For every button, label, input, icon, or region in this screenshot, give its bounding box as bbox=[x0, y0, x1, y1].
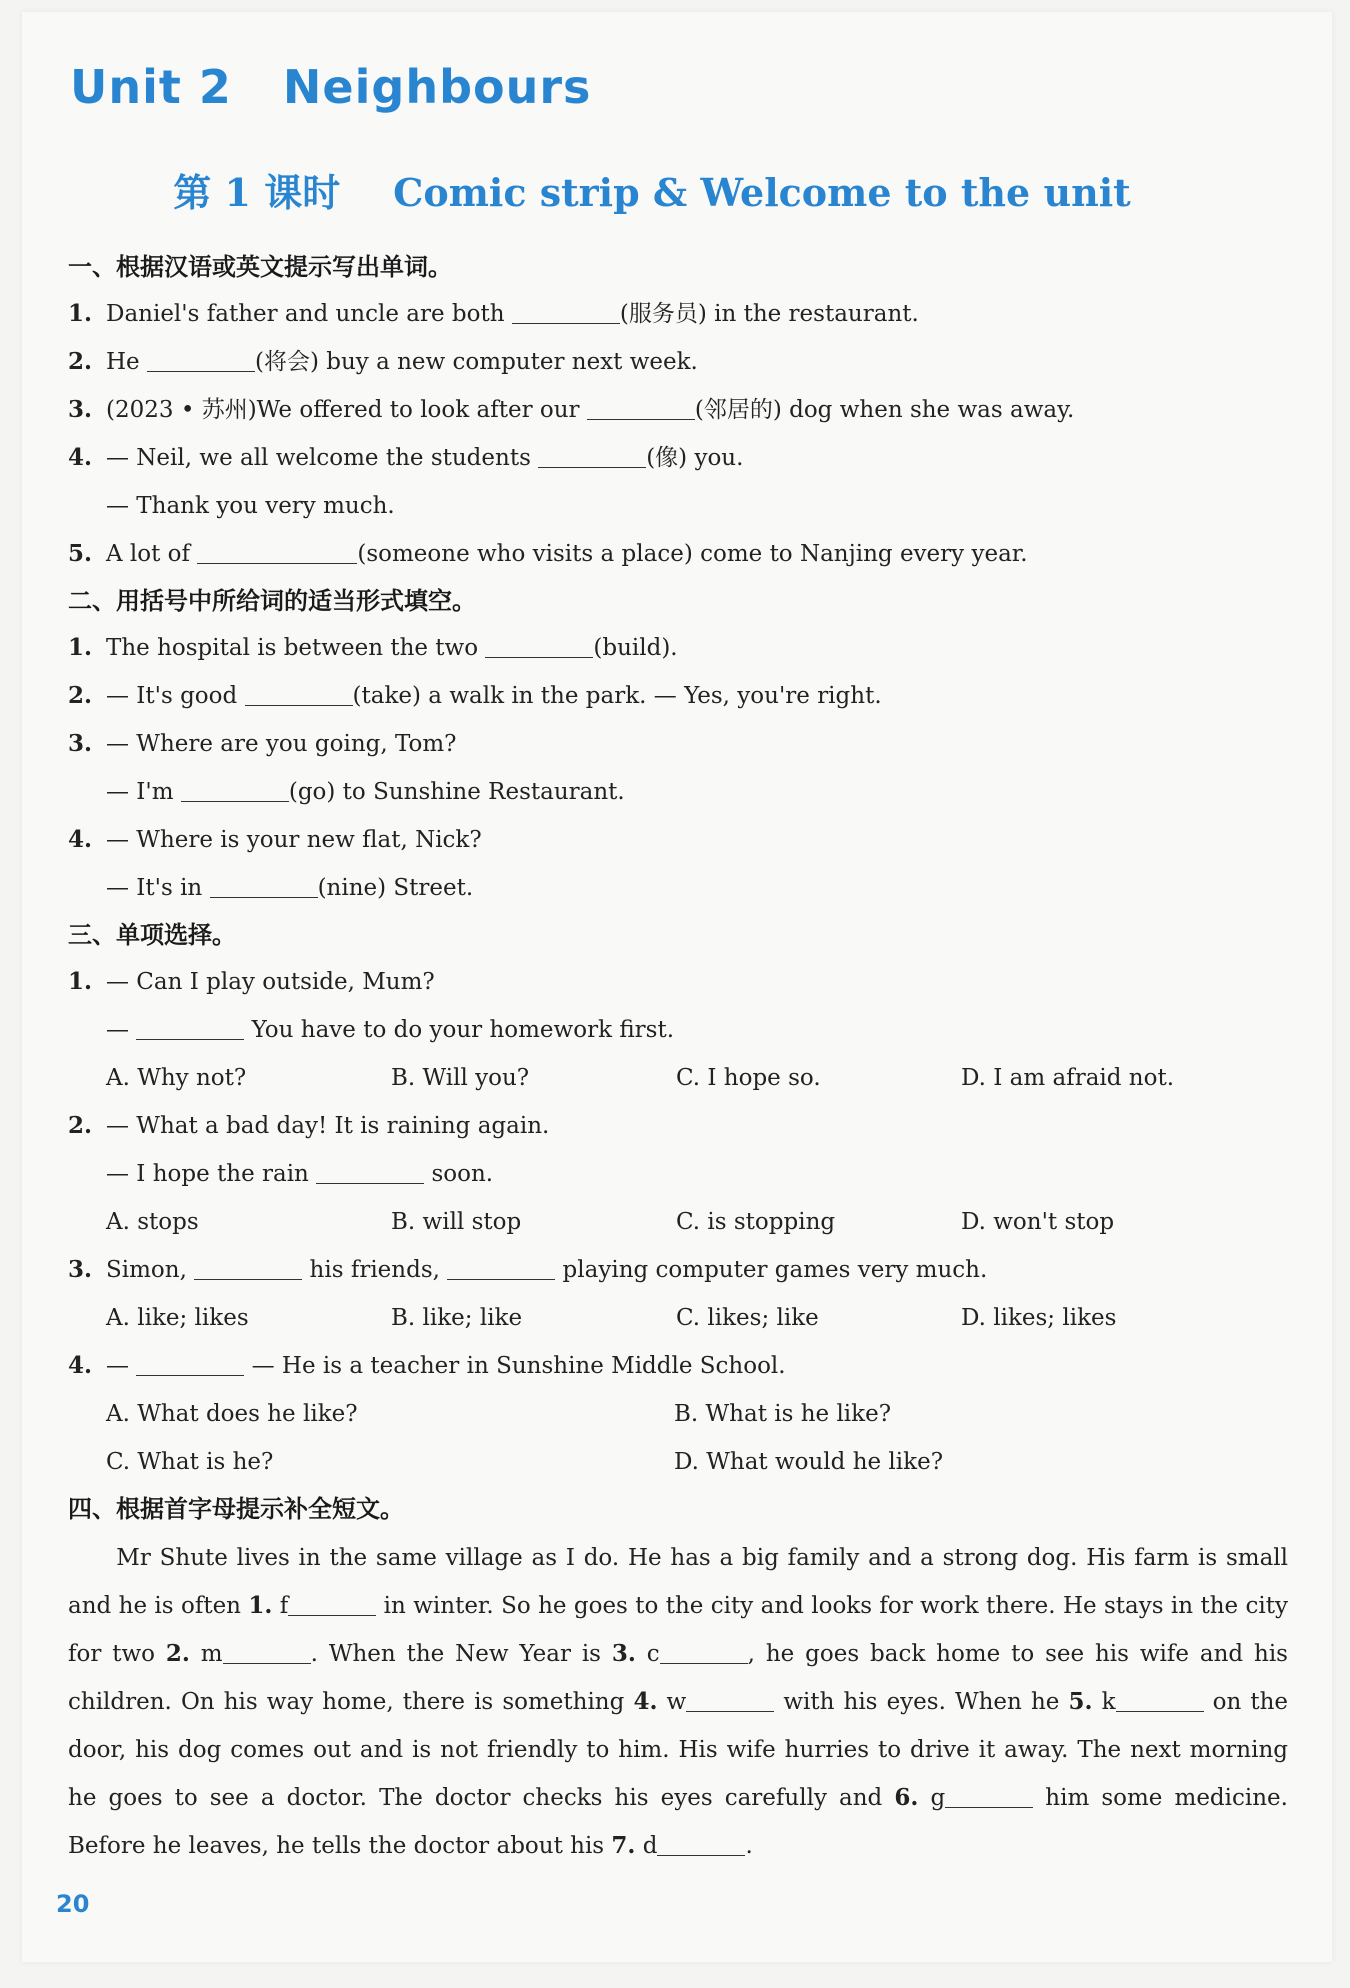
option-c[interactable]: C. What is he? bbox=[106, 1449, 274, 1475]
item-text: — He is a teacher in Sunshine Middle School. bbox=[244, 1353, 786, 1379]
item-number: 3. bbox=[68, 1256, 93, 1283]
passage-text: Mr Shute lives in the same village as I do. He has a big family and a strong dog. His farm is small and he is often bbox=[68, 1545, 1288, 1619]
s3-q4-options-row1 bbox=[68, 1390, 1288, 1438]
item-text: — Can I play outside, Mum? bbox=[106, 969, 435, 995]
item-text: (someone who visits a place) come to Nanjing every year. bbox=[357, 541, 1028, 567]
option-d[interactable]: D. I am afraid not. bbox=[961, 1065, 1175, 1091]
passage-text: , he goes back home to see his wife and his children. On his way home, there is something bbox=[68, 1641, 1288, 1715]
item-text: — Neil, we all welcome the students bbox=[106, 445, 539, 471]
answer-blank[interactable] bbox=[657, 1854, 745, 1856]
option-d[interactable]: D. What would he like? bbox=[674, 1449, 944, 1475]
item-text: — It's good bbox=[106, 683, 245, 709]
item-text: — I'm bbox=[106, 779, 181, 805]
answer-blank[interactable] bbox=[587, 418, 695, 420]
blank-letter: m bbox=[189, 1641, 223, 1667]
blank-number: 3. bbox=[611, 1640, 636, 1667]
item-text: (go) to Sunshine Restaurant. bbox=[288, 779, 625, 805]
answer-blank[interactable] bbox=[245, 704, 353, 706]
s1-item-5 bbox=[68, 530, 1288, 578]
s1-item-3 bbox=[68, 386, 1288, 434]
passage-text: with his eyes. When he bbox=[774, 1689, 1069, 1715]
answer-blank[interactable] bbox=[147, 370, 255, 372]
answer-blank[interactable] bbox=[686, 1710, 774, 1712]
page-number: 20 bbox=[56, 1890, 90, 1918]
item-text: (服务员) in the restaurant. bbox=[619, 301, 919, 327]
option-a[interactable]: A. like; likes bbox=[106, 1305, 249, 1331]
option-c[interactable]: C. is stopping bbox=[676, 1209, 836, 1235]
option-b[interactable]: B. will stop bbox=[391, 1209, 522, 1235]
unit-title: Unit 2 Neighbours bbox=[70, 60, 592, 114]
item-number: 3. bbox=[68, 730, 93, 757]
option-b[interactable]: B. like; like bbox=[391, 1305, 523, 1331]
item-number: 4. bbox=[68, 1352, 93, 1379]
s3-q2-options bbox=[68, 1198, 1288, 1246]
option-d[interactable]: D. won't stop bbox=[961, 1209, 1115, 1235]
blank-number: 4. bbox=[633, 1688, 658, 1715]
section-2-heading: 二、用括号中所给词的适当形式填空。 bbox=[68, 587, 476, 615]
answer-blank[interactable] bbox=[512, 322, 620, 324]
item-text: (take) a walk in the park. — Yes, you're right. bbox=[352, 683, 882, 709]
item-text: The hospital is between the two bbox=[106, 635, 486, 661]
s3-q1-reply bbox=[68, 1006, 1288, 1054]
option-a[interactable]: A. Why not? bbox=[106, 1065, 247, 1091]
worksheet-page bbox=[22, 12, 1332, 1962]
answer-blank[interactable] bbox=[181, 800, 289, 802]
option-b[interactable]: B. What is he like? bbox=[674, 1401, 892, 1427]
item-text: — It's in bbox=[106, 875, 210, 901]
worksheet-content bbox=[68, 244, 1288, 1870]
blank-letter: k bbox=[1092, 1689, 1116, 1715]
answer-blank[interactable] bbox=[136, 1374, 244, 1376]
item-number: 4. bbox=[68, 444, 93, 471]
answer-blank[interactable] bbox=[194, 1278, 302, 1280]
s3-q3-options bbox=[68, 1294, 1288, 1342]
s2-item-3 bbox=[68, 720, 1288, 768]
answer-blank[interactable] bbox=[223, 1662, 311, 1664]
item-text: A lot of bbox=[106, 541, 198, 567]
item-number: 1. bbox=[68, 968, 93, 995]
s3-q2 bbox=[68, 1102, 1288, 1150]
s3-q1 bbox=[68, 958, 1288, 1006]
item-number: 5. bbox=[68, 540, 93, 567]
item-number: 1. bbox=[68, 300, 93, 327]
blank-number: 2. bbox=[165, 1640, 190, 1667]
passage-text: . When the New Year is bbox=[310, 1641, 612, 1667]
option-a[interactable]: A. What does he like? bbox=[106, 1401, 358, 1427]
item-text: He bbox=[106, 349, 147, 375]
item-number: 3. bbox=[68, 396, 93, 423]
s3-q3 bbox=[68, 1246, 1288, 1294]
section-4-heading: 四、根据首字母提示补全短文。 bbox=[68, 1495, 404, 1523]
item-text: — bbox=[106, 1017, 137, 1043]
answer-blank[interactable] bbox=[660, 1662, 748, 1664]
blank-number: 5. bbox=[1068, 1688, 1093, 1715]
blank-number: 1. bbox=[248, 1592, 273, 1619]
item-number: 2. bbox=[68, 348, 93, 375]
option-b[interactable]: B. Will you? bbox=[391, 1065, 530, 1091]
section-1-heading: 一、根据汉语或英文提示写出单词。 bbox=[68, 253, 452, 281]
item-text: (2023 • 苏州)We offered to look after our bbox=[106, 397, 587, 423]
answer-blank[interactable] bbox=[485, 656, 593, 658]
item-text: Daniel's father and uncle are both bbox=[106, 301, 512, 327]
s2-item-4 bbox=[68, 816, 1288, 864]
blank-number: 6. bbox=[894, 1784, 919, 1811]
s2-item-4-reply bbox=[68, 864, 1288, 912]
item-text: You have to do your homework first. bbox=[244, 1017, 675, 1043]
item-text: — Where is your new flat, Nick? bbox=[106, 827, 482, 853]
item-text: Simon, bbox=[106, 1257, 195, 1283]
s3-q4-options-row2 bbox=[68, 1438, 1288, 1486]
answer-blank[interactable] bbox=[210, 896, 318, 898]
item-text: (将会) buy a new computer next week. bbox=[254, 349, 698, 375]
blank-letter: d bbox=[635, 1833, 658, 1859]
answer-blank[interactable] bbox=[945, 1806, 1033, 1808]
s1-item-2 bbox=[68, 338, 1288, 386]
answer-blank[interactable] bbox=[538, 466, 646, 468]
item-number: 2. bbox=[68, 682, 93, 709]
answer-blank[interactable] bbox=[447, 1278, 555, 1280]
item-text: his friends, bbox=[302, 1257, 448, 1283]
option-d[interactable]: D. likes; likes bbox=[961, 1305, 1117, 1331]
item-text: (nine) Street. bbox=[317, 875, 474, 901]
item-text: — Where are you going, Tom? bbox=[106, 731, 457, 757]
item-number: 4. bbox=[68, 826, 93, 853]
answer-blank[interactable] bbox=[136, 1038, 244, 1040]
item-text: (邻居的) dog when she was away. bbox=[694, 397, 1075, 423]
s2-item-2 bbox=[68, 672, 1288, 720]
item-text: — I hope the rain bbox=[106, 1161, 317, 1187]
blank-letter: f bbox=[272, 1593, 289, 1619]
s3-q4 bbox=[68, 1342, 1288, 1390]
item-text: — bbox=[106, 1353, 137, 1379]
blank-letter: g bbox=[918, 1785, 946, 1811]
option-c[interactable]: C. I hope so. bbox=[676, 1065, 821, 1091]
s3-q2-reply bbox=[68, 1150, 1288, 1198]
option-c[interactable]: C. likes; like bbox=[676, 1305, 819, 1331]
answer-blank[interactable] bbox=[197, 562, 357, 564]
s1-item-4 bbox=[68, 434, 1288, 482]
blank-number: 7. bbox=[611, 1832, 636, 1859]
section-3-heading: 三、单项选择。 bbox=[68, 921, 236, 949]
s2-item-3-reply bbox=[68, 768, 1288, 816]
item-number: 2. bbox=[68, 1112, 93, 1139]
item-number: 1. bbox=[68, 634, 93, 661]
blank-letter: w bbox=[657, 1689, 687, 1715]
passage-text: in winter. So he goes to the city and looks for work there. He stays in the city for two bbox=[68, 1593, 1288, 1667]
answer-blank[interactable] bbox=[1116, 1710, 1204, 1712]
passage-text: . bbox=[745, 1833, 753, 1859]
item-text: playing computer games very much. bbox=[555, 1257, 988, 1283]
answer-blank[interactable] bbox=[316, 1182, 424, 1184]
item-text: soon. bbox=[424, 1161, 494, 1187]
option-a[interactable]: A. stops bbox=[106, 1209, 199, 1235]
item-text: — Thank you very much. bbox=[106, 493, 395, 519]
passage-text: on the door, his dog comes out and is not friendly to him. His wife hurries to drive it away. The next morning he goes to see a doctor. The doctor checks his eyes carefully and bbox=[68, 1689, 1289, 1811]
s3-q1-options bbox=[68, 1054, 1288, 1102]
cloze-passage bbox=[68, 1534, 1288, 1870]
s1-item-4-reply bbox=[68, 482, 1288, 530]
s2-item-1 bbox=[68, 624, 1288, 672]
item-text: (build). bbox=[593, 635, 678, 661]
item-text: — What a bad day! It is raining again. bbox=[106, 1113, 550, 1139]
lesson-title: 第 1 课时 Comic strip & Welcome to the unit bbox=[173, 170, 1131, 215]
blank-letter: c bbox=[635, 1641, 660, 1667]
answer-blank[interactable] bbox=[288, 1614, 376, 1616]
passage-text: him some medicine. Before he leaves, he tells the doctor about his bbox=[68, 1785, 1288, 1859]
s1-item-1 bbox=[68, 290, 1288, 338]
item-text: (像) you. bbox=[646, 445, 744, 471]
